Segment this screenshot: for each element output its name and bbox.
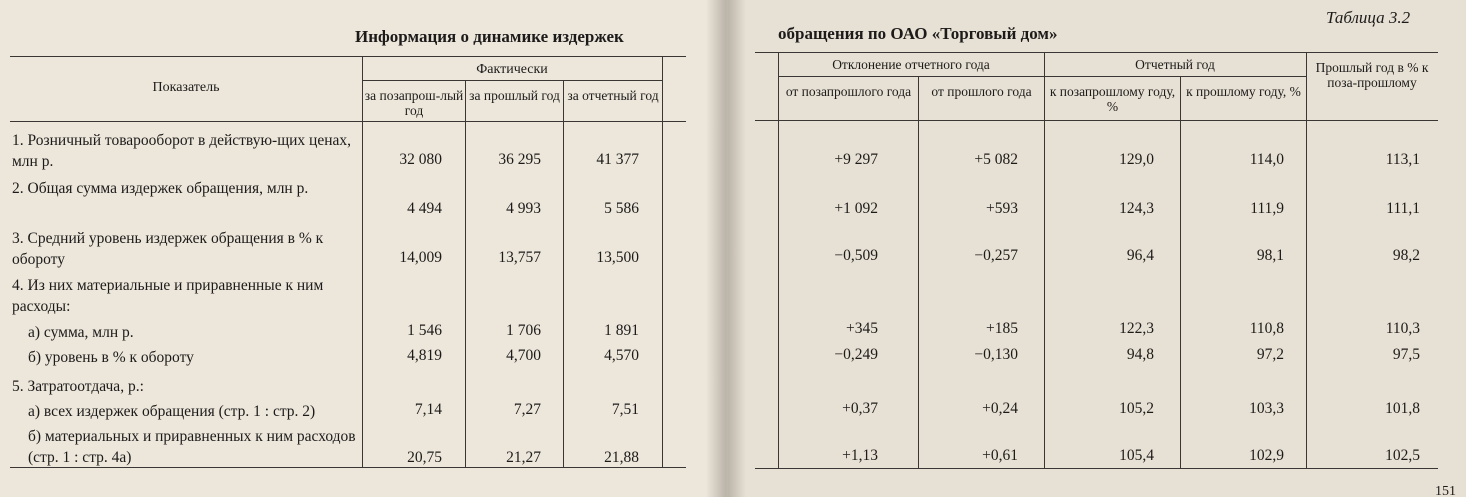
value-cell: 21,88: [604, 449, 639, 466]
value-cell: 124,3: [1119, 200, 1154, 217]
value-cell: 105,2: [1119, 400, 1154, 417]
row-label-cost-return: 5. Затратоотдача, р.:: [12, 378, 144, 395]
value-cell: +9 297: [834, 151, 878, 168]
value-cell: 102,9: [1249, 447, 1284, 464]
row-label-retail-turnover: 1. Розничный товарооборот в действую-щих ценах, млн р.: [12, 132, 352, 170]
table-title-left: Информация о динамике издержек: [355, 27, 624, 46]
value-cell: +5 082: [974, 151, 1018, 168]
value-cell: +345: [846, 320, 878, 337]
value-cell: 7,27: [513, 401, 541, 418]
value-cell: +0,24: [982, 400, 1018, 417]
value-cell: 102,5: [1385, 447, 1420, 464]
page-number: 151: [1435, 484, 1456, 497]
row-label-cost-return-material: б) материальных и приравненных к ним расходов (стр. 1 : стр. 4а): [28, 428, 356, 466]
value-cell: 111,1: [1386, 200, 1420, 217]
header-actual-group: Фактически: [476, 62, 548, 77]
value-cell: 1 891: [604, 322, 639, 339]
value-cell: +185: [986, 320, 1018, 337]
value-cell: 4 993: [506, 200, 541, 217]
value-cell: 4 494: [407, 200, 442, 217]
row-label-cost-return-all: а) всех издержек обращения (стр. 1 : стр. 2): [28, 403, 316, 420]
table-top-rule: [10, 56, 686, 57]
value-cell: +1,13: [842, 447, 878, 464]
value-cell: −0,249: [834, 346, 878, 363]
value-cell: 129,0: [1119, 151, 1154, 168]
value-cell: 7,14: [414, 401, 442, 418]
header-reporting-group: Отчетный год: [1135, 57, 1215, 72]
value-cell: 110,8: [1249, 320, 1284, 337]
group-header-rule: [362, 80, 662, 81]
value-cell: +0,61: [982, 447, 1018, 464]
value-cell: 32 080: [399, 151, 442, 168]
value-cell: 98,2: [1392, 247, 1420, 264]
table-number: Таблица 3.2: [1326, 8, 1411, 27]
value-cell: 114,0: [1249, 151, 1284, 168]
row-label-avg-cost-level: 3. Средний уровень издержек обращения в % к обороту: [12, 230, 324, 268]
table-title-right: обращения по ОАО «Торговый дом»: [778, 24, 1058, 43]
value-cell: 20,75: [407, 449, 442, 466]
row-label-material-costs: 4. Из них материальные и приравненные к ним расходы:: [12, 277, 324, 315]
value-cell: 105,4: [1119, 447, 1154, 464]
value-cell: 1 706: [506, 322, 541, 339]
value-cell: 1 546: [407, 322, 442, 339]
value-cell: 4,570: [604, 347, 639, 364]
book-gutter: [706, 0, 746, 497]
value-cell: 97,2: [1256, 346, 1284, 363]
header-before-last-year: за позапрош-лый год: [364, 88, 464, 118]
header-indicator: Показатель: [152, 80, 220, 95]
value-cell: 111,9: [1250, 200, 1284, 217]
value-cell: 98,1: [1256, 247, 1284, 264]
header-rep-to-before-last: к позапрошлому году, %: [1049, 84, 1176, 114]
value-cell: 14,009: [399, 249, 442, 266]
table-bottom-rule: [755, 468, 1438, 469]
value-cell: 7,51: [611, 401, 639, 418]
value-cell: 94,8: [1126, 346, 1154, 363]
header-deviation-group: Отклонение отчетного года: [832, 57, 990, 72]
group-header-rule: [778, 76, 1306, 77]
value-cell: 36 295: [498, 151, 541, 168]
value-cell: −0,130: [974, 346, 1018, 363]
header-dev-from-before-last: от позапрошлого года: [785, 84, 912, 99]
value-cell: 4,819: [407, 347, 442, 364]
header-bottom-rule: [10, 121, 686, 122]
value-cell: 13,500: [596, 249, 639, 266]
value-cell: 122,3: [1119, 320, 1154, 337]
value-cell: 113,1: [1385, 151, 1420, 168]
row-label-material-level: б) уровень в % к обороту: [28, 349, 194, 366]
value-cell: 103,3: [1249, 400, 1284, 417]
value-cell: +1 092: [834, 200, 878, 217]
table-top-rule: [755, 52, 1438, 53]
left-page: [0, 0, 728, 497]
header-last-vs-before-last: Прошлый год в % к поза-прошлому: [1315, 60, 1429, 90]
value-cell: 4,700: [506, 347, 541, 364]
value-cell: 97,5: [1392, 346, 1420, 363]
value-cell: 13,757: [498, 249, 541, 266]
column-divider: [662, 56, 663, 467]
header-last-year: за прошлый год: [469, 88, 560, 103]
value-cell: +0,37: [842, 400, 878, 417]
value-cell: −0,257: [974, 247, 1018, 264]
value-cell: 110,3: [1385, 320, 1420, 337]
header-reporting-year: за отчетный год: [567, 88, 659, 103]
header-rep-to-last: к прошлому году, %: [1186, 84, 1301, 99]
right-page: [728, 0, 1466, 497]
value-cell: 21,27: [506, 449, 541, 466]
row-label-total-costs: 2. Общая сумма издержек обращения, млн р.: [12, 180, 309, 197]
value-cell: 101,8: [1385, 400, 1420, 417]
value-cell: 5 586: [604, 200, 639, 217]
value-cell: −0,509: [834, 247, 878, 264]
row-label-material-sum: а) сумма, млн р.: [28, 324, 134, 341]
value-cell: 41 377: [596, 151, 639, 168]
header-dev-from-last: от прошлого года: [931, 84, 1032, 99]
header-bottom-rule: [755, 120, 1438, 121]
value-cell: 96,4: [1126, 247, 1154, 264]
value-cell: +593: [986, 200, 1018, 217]
